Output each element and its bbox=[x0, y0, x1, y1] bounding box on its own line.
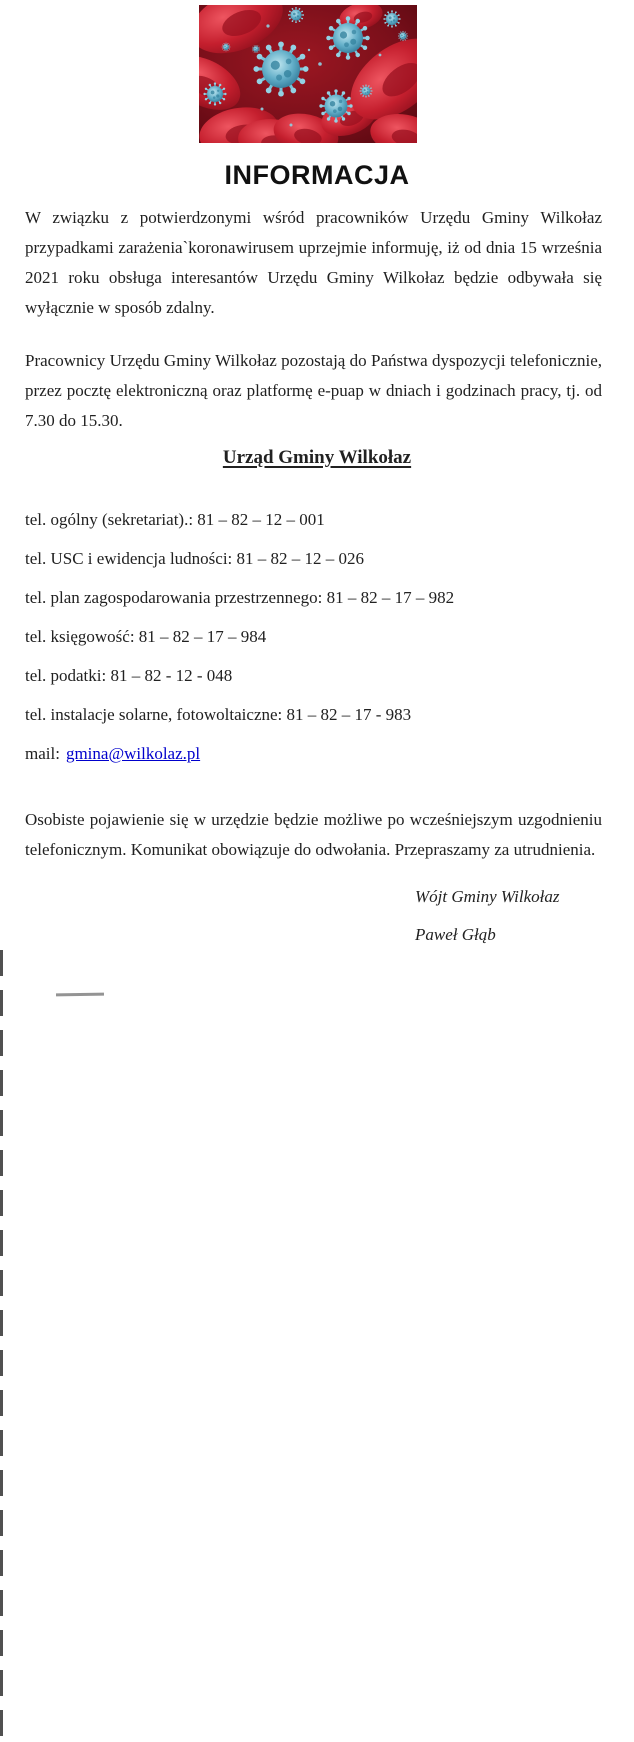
hero-image bbox=[199, 5, 417, 143]
signature-name: Paweł Głąb bbox=[415, 925, 496, 944]
document-page bbox=[0, 5, 634, 1005]
email-link[interactable]: gmina@wilkolaz.pl bbox=[65, 744, 201, 763]
contact-line: tel. podatki: 81 – 82 - 12 - 048 bbox=[25, 666, 233, 685]
mail-label: mail: bbox=[25, 744, 60, 763]
mail-line bbox=[25, 739, 602, 769]
contact-line: tel. księgowość: 81 – 82 – 17 – 984 bbox=[25, 627, 267, 646]
scan-edge-artifact bbox=[0, 950, 3, 1742]
page-title: INFORMACJA bbox=[224, 160, 410, 190]
paragraph-availability: Pracownicy Urzędu Gminy Wilkołaz pozostają do Państwa dyspozycji telefonicznie, przez pocztę elektroniczną oraz platformę e-puap w dniach i godzinach pracy, tj. od 7.30 do 15.30. bbox=[25, 351, 602, 430]
contact-line: tel. instalacje solarne, fotowoltaiczne: 81 – 82 – 17 - 983 bbox=[25, 705, 412, 724]
contact-list bbox=[25, 505, 602, 769]
phone-lines bbox=[25, 505, 602, 730]
paragraph-closing: Osobiste pojawienie się w urzędzie będzie możliwe po wcześniejszym uzgodnieniu telefonicznym. Komunikat obowiązuje do odwołania. Przepraszamy za utrudnienia. bbox=[25, 810, 602, 859]
office-heading: Urząd Gminy Wilkołaz bbox=[222, 447, 412, 468]
signature-block bbox=[415, 882, 604, 950]
contact-line: tel. USC i ewidencja ludności: 81 – 82 – 12 – 026 bbox=[25, 549, 365, 568]
scan-smudge-artifact bbox=[56, 993, 104, 997]
paragraph-intro: W związku z potwierdzonymi wśród pracowników Urzędu Gminy Wilkołaz przypadkami zarażenia`koronawirusem uprzejmie informuję, iż od dnia 15 września 2021 roku obsługa interesantów Urzędu Gminy Wilkołaz będzie odbywała się wyłącznie w sposób zdalny. bbox=[25, 208, 602, 317]
contact-line: tel. ogólny (sekretariat).: 81 – 82 – 12 – 001 bbox=[25, 510, 325, 529]
coronavirus-image bbox=[199, 5, 417, 143]
contact-line: tel. plan zagospodarowania przestrzennego: 81 – 82 – 17 – 982 bbox=[25, 588, 455, 607]
signature-role: Wójt Gminy Wilkołaz bbox=[415, 887, 560, 906]
